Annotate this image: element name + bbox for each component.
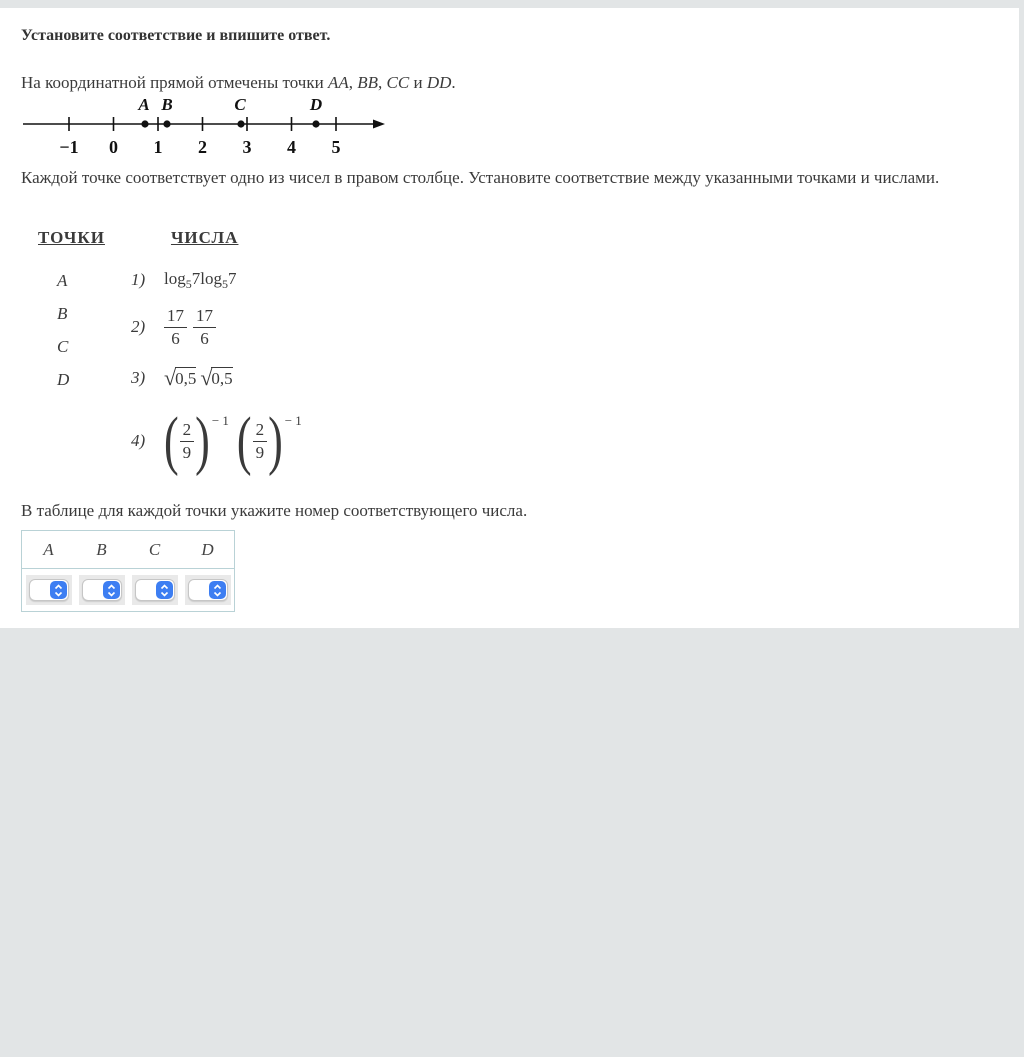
point-item: D	[57, 370, 70, 389]
select-cell	[132, 575, 178, 605]
number-option-4: 4) ( $\frac{2}{9}$ ) − 1 ( $\frac{2}{9}$ ) − 1	[131, 403, 302, 477]
fraction: $\frac{17}{6}$	[193, 306, 216, 349]
svg-text:C: C	[234, 96, 246, 114]
select-stepper-icon	[209, 581, 226, 599]
svg-text:D: D	[309, 96, 323, 114]
svg-text:4: 4	[287, 137, 296, 157]
sqrt-expression: √ 0,5	[200, 365, 233, 390]
axis-tick-labels	[59, 137, 340, 157]
point-item: B	[57, 304, 68, 323]
answer-select-d[interactable]	[188, 579, 228, 601]
select-cell	[185, 575, 231, 605]
points-header: ТОЧКИ	[38, 228, 105, 247]
select-stepper-icon	[103, 581, 120, 599]
point-item: A	[57, 271, 68, 290]
page-title: Установите соответствие и впишите ответ.	[21, 27, 331, 44]
match-body	[21, 264, 1003, 480]
answer-select-c[interactable]	[135, 579, 175, 601]
numbers-header: ЧИСЛА	[170, 228, 239, 247]
answer-col-c: C	[128, 531, 181, 569]
answer-col-a: A	[22, 531, 76, 569]
select-stepper-icon	[156, 581, 173, 599]
intro-point-b: BB	[357, 73, 379, 92]
answer-col-d: D	[181, 531, 235, 569]
axis-arrow-icon	[373, 120, 385, 129]
fraction: $\frac{17}{6}$	[164, 306, 187, 349]
select-cell	[79, 575, 125, 605]
intro-point-d: DD	[426, 73, 452, 92]
svg-text:A: A	[138, 96, 150, 114]
numbers-column	[131, 264, 310, 480]
svg-text:2: 2	[198, 137, 207, 157]
power-expression: ( $\frac{2}{9}$ ) − 1	[236, 403, 302, 477]
answer-table-select-row	[22, 569, 235, 612]
answer-select-a[interactable]	[29, 579, 69, 601]
select-cell	[26, 575, 72, 605]
number-option-3: 3) √ 0,5 √ 0,5	[131, 365, 233, 390]
intro-prefix: На координатной прямой отмечены точки	[21, 73, 328, 92]
table-instruction: В таблице для каждой точки укажите номер соответствующего числа.	[21, 501, 528, 520]
select-stepper-icon	[50, 581, 67, 599]
svg-text:0: 0	[109, 137, 118, 157]
point-item: C	[57, 337, 69, 356]
power-expression: ( $\frac{2}{9}$ ) − 1	[164, 403, 229, 477]
task-text: Каждой точке соответствует одно из чисел в правом столбце. Установите соответствие между указанными точками и числами.	[21, 168, 940, 187]
svg-text:−1: −1	[59, 137, 79, 157]
intro-point-a: AA	[327, 73, 349, 92]
match-headers	[38, 228, 1003, 248]
answer-col-b: B	[75, 531, 128, 569]
svg-text:B: B	[161, 96, 173, 114]
answer-select-b[interactable]	[82, 579, 122, 601]
number-line-svg	[21, 96, 401, 158]
fraction: $\frac{2}{9}$	[253, 420, 268, 463]
svg-text:5: 5	[331, 137, 341, 157]
number-option-2: 2) $\frac{17}{6}$ $\frac{17}{6}$	[131, 304, 310, 350]
answer-table-header-row	[22, 531, 235, 569]
log-expression: $\log_57\log_57$	[164, 268, 237, 291]
content-panel	[0, 8, 1019, 628]
intro-text: На координатной прямой отмечены точки AA, BB, CC и DD.	[21, 73, 456, 92]
answer-table	[21, 530, 235, 612]
point-labels	[137, 96, 322, 114]
svg-text:1: 1	[153, 137, 163, 157]
fraction: $\frac{2}{9}$	[180, 420, 195, 463]
points-column	[21, 264, 131, 480]
sqrt-expression: √ 0,5	[164, 365, 197, 390]
intro-point-c: CC	[386, 73, 410, 92]
number-option-1: 1) $\log_57\log_57$	[131, 268, 237, 291]
number-line-figure	[21, 96, 1003, 158]
svg-text:3: 3	[242, 137, 252, 157]
